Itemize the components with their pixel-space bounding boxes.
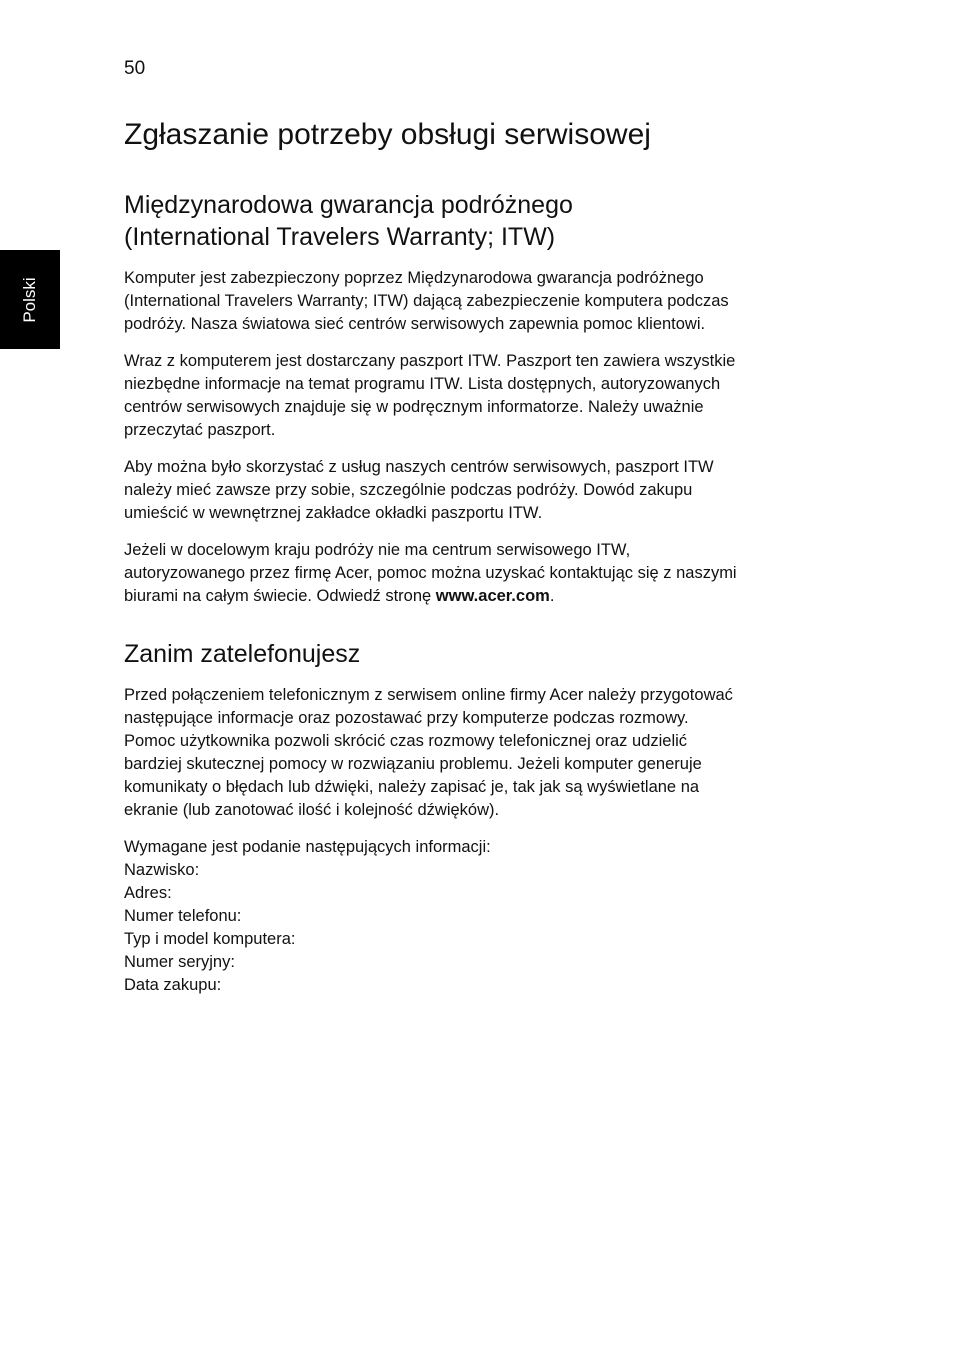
itw-heading [124,189,824,253]
required-field-purchase-date: Data zakupu: [124,976,222,994]
language-side-tab [0,250,60,349]
text-line: należy mieć zawsze przy sobie, szczególnie podczas podróży. Dowód zakupu [124,481,693,499]
text-fragment: . [549,587,555,605]
text-line: Pomoc użytkownika pozwoli skrócić czas rozmowy telefonicznej oraz udzielić [124,732,688,750]
required-info-block [124,836,824,997]
itw-paragraph-passport [124,350,824,442]
text-line: umieścić w wewnętrznej zakładce okładki paszportu ITW. [124,504,543,522]
page-title: Zgłaszanie potrzeby obsługi serwisowej [124,118,651,151]
itw-paragraph-coverage [124,267,824,336]
language-tab-label: Polski [20,277,39,323]
text-line: Wraz z komputerem jest dostarczany paszport ITW. Paszport ten zawiera wszystkie [124,352,736,370]
itw-paragraph-contact [124,539,824,608]
before-call-paragraph [124,684,824,822]
text-line: podróży. Nasza światowa sieć centrów serwisowych zapewnia pomoc klientowi. [124,315,706,333]
text-line: Jeżeli w docelowym kraju podróży nie ma centrum serwisowego ITW, [124,541,631,559]
text-line: komunikaty o błędach lub dźwięki, należy zapisać je, tak jak są wyświetlane na [124,778,700,796]
text-fragment: biurami na całym świecie. Odwiedź stronę [124,587,436,605]
page-number: 50 [124,58,146,79]
text-line: Aby można było skorzystać z usług naszych centrów serwisowych, paszport ITW [124,458,714,476]
text-line: autoryzowanego przez firmę Acer, pomoc można uzyskać kontaktując się z naszymi [124,564,737,582]
required-field-phone: Numer telefonu: [124,907,242,925]
required-field-address: Adres: [124,884,172,902]
text-line: centrów serwisowych znajduje się w podręcznym informatorze. Należy uważnie [124,398,704,416]
text-line: (International Travelers Warranty; ITW) dającą zabezpieczenie komputera podczas [124,292,729,310]
text-line: przeczytać paszport. [124,421,276,439]
itw-heading-line: (International Travelers Warranty; ITW) [124,223,556,251]
itw-section [124,189,824,608]
before-call-heading: Zanim zatelefonujesz [124,640,361,668]
required-field-name: Nazwisko: [124,861,200,879]
required-field-model: Typ i model komputera: [124,930,296,948]
text-line: niezbędne informacje na temat programu ITW. Lista dostępnych, autoryzowanych [124,375,721,393]
before-call-section [124,638,824,997]
text-line: bardziej skutecznej pomocy w rozwiązaniu problemu. Jeżeli komputer generuje [124,755,702,773]
required-field-serial: Numer seryjny: [124,953,235,971]
required-info-intro: Wymagane jest podanie następujących informacji: [124,838,491,856]
text-line: ekranie (lub zanotować ilość i kolejność dźwięków). [124,801,500,819]
text-line: Przed połączeniem telefonicznym z serwisem online firmy Acer należy przygotować [124,686,733,704]
text-line: Komputer jest zabezpieczony poprzez Międzynarodowa gwarancja podróżnego [124,269,704,287]
text-line: następujące informacje oraz pozostawać przy komputerze podczas rozmowy. [124,709,689,727]
itw-heading-line: Międzynarodowa gwarancja podróżnego [124,191,573,219]
text-line [124,585,824,608]
page-content [124,116,824,997]
acer-website-link[interactable]: www.acer.com [435,587,550,605]
itw-paragraph-carry [124,456,824,525]
